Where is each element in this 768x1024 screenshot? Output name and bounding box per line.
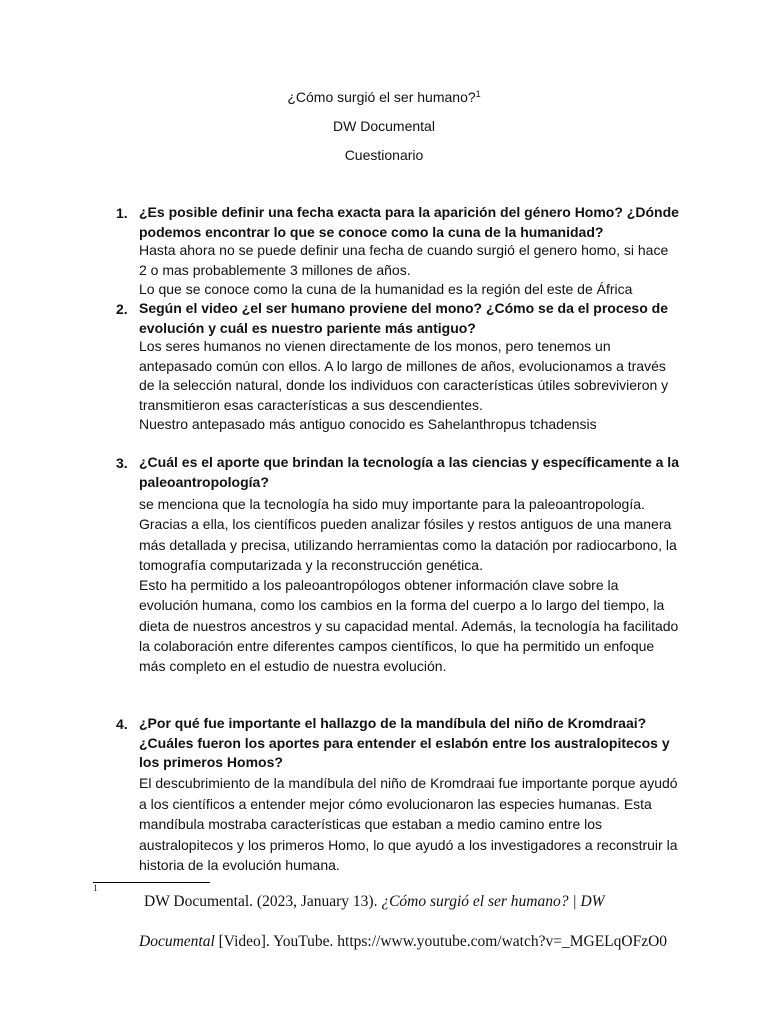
footnote-citation — [139, 882, 684, 962]
document-type: Cuestionario — [344, 147, 424, 163]
document-subtitle: DW Documental — [333, 118, 435, 134]
title-footnote-ref: 1 — [475, 89, 481, 99]
answer-text — [139, 494, 679, 677]
title-text: ¿Cómo surgió el ser humano? — [287, 89, 476, 105]
footnote-video-title: ¿Cómo surgió el ser humano? | DW Documental — [139, 893, 605, 950]
answer-paragraph: Lo que se conoce como la cuna de la humanidad es la región del este de África — [139, 281, 633, 297]
question-number: 2. — [116, 301, 128, 317]
question-text: Según el video ¿el ser humano proviene del mono? ¿Cómo se da el proceso de evolución y cuál es nuestro pariente más antiguo? — [139, 300, 668, 336]
answer-text — [139, 773, 679, 876]
footnote-citation-end: [Video]. YouTube. https://www.youtube.com/watch?v=_MGELqOFzO0 — [214, 933, 668, 950]
answer-paragraph: Nuestro antepasado más antiguo conocido es Sahelanthropus tchadensis — [139, 416, 597, 432]
answer-paragraph: Hasta ahora no se puede definir una fecha de cuando surgió el genero homo, si hace 2 o mas probablemente 3 millones de años. — [139, 242, 669, 278]
footnote-citation-start: DW Documental. (2023, January 13). — [144, 893, 382, 910]
question-number: 4. — [116, 716, 128, 732]
answer-text — [139, 337, 679, 435]
question-text: ¿Es posible definir una fecha exacta para la aparición del género Homo? ¿Dónde podemos encontrar lo que se conoce como la cuna de la humanidad? — [139, 204, 679, 240]
question-number: 1. — [116, 205, 128, 221]
answer-paragraph: El descubrimiento de la mandíbula del niño de Kromdraai fue importante porque ayudó a los científicos a entender mejor cómo evolucionaron las especies humanas. Esta mandíbula mostraba características que estaban a medio camino entre los australopitecos y los primeros Homo, lo que ayudó a los investigadores a reconstruir la historia de la evolución humana. — [139, 775, 678, 873]
answer-paragraph: Los seres humanos no vienen directamente de los monos, pero tenemos un antepasado común con ellos. A lo largo de millones de años, evolucionamos a través de la selección natural, donde los individuos con características útiles sobrevivieron y transmitieron esas características a sus descendientes. — [139, 338, 669, 413]
document-title — [0, 88, 768, 106]
question-number: 3. — [116, 455, 128, 471]
footnote-mark: 1 — [93, 883, 98, 893]
question-text: ¿Por qué fue importante el hallazgo de la mandíbula del niño de Kromdraai? ¿Cuáles fueron los aportes para entender el eslabón entre los australopitecos y los primeros Homos? — [139, 715, 670, 770]
answer-paragraph: Esto ha permitido a los paleoantropólogos obtener información clave sobre la evolución humana, como los cambios en la forma del cuerpo a lo largo del tiempo, la dieta de nuestros ancestros y su capacidad mental. Además, la tecnología ha facilitado la colaboración entre diferentes campos científicos, lo que ha permitido un enfoque más completo en el estudio de nuestra evolución. — [139, 577, 679, 675]
answer-text — [139, 241, 679, 300]
question-text: ¿Cuál es el aporte que brindan la tecnología a las ciencias y específicamente a la paleoantropología? — [139, 454, 679, 490]
answer-paragraph: se menciona que la tecnología ha sido muy importante para la paleoantropología. Gracias a ella, los científicos pueden analizar fósiles y restos antiguos de una manera más detallada y precisa, utilizando herramientas como la datación por radiocarbono, la tomografía computarizada y la reconstrucción genética. — [139, 496, 677, 573]
